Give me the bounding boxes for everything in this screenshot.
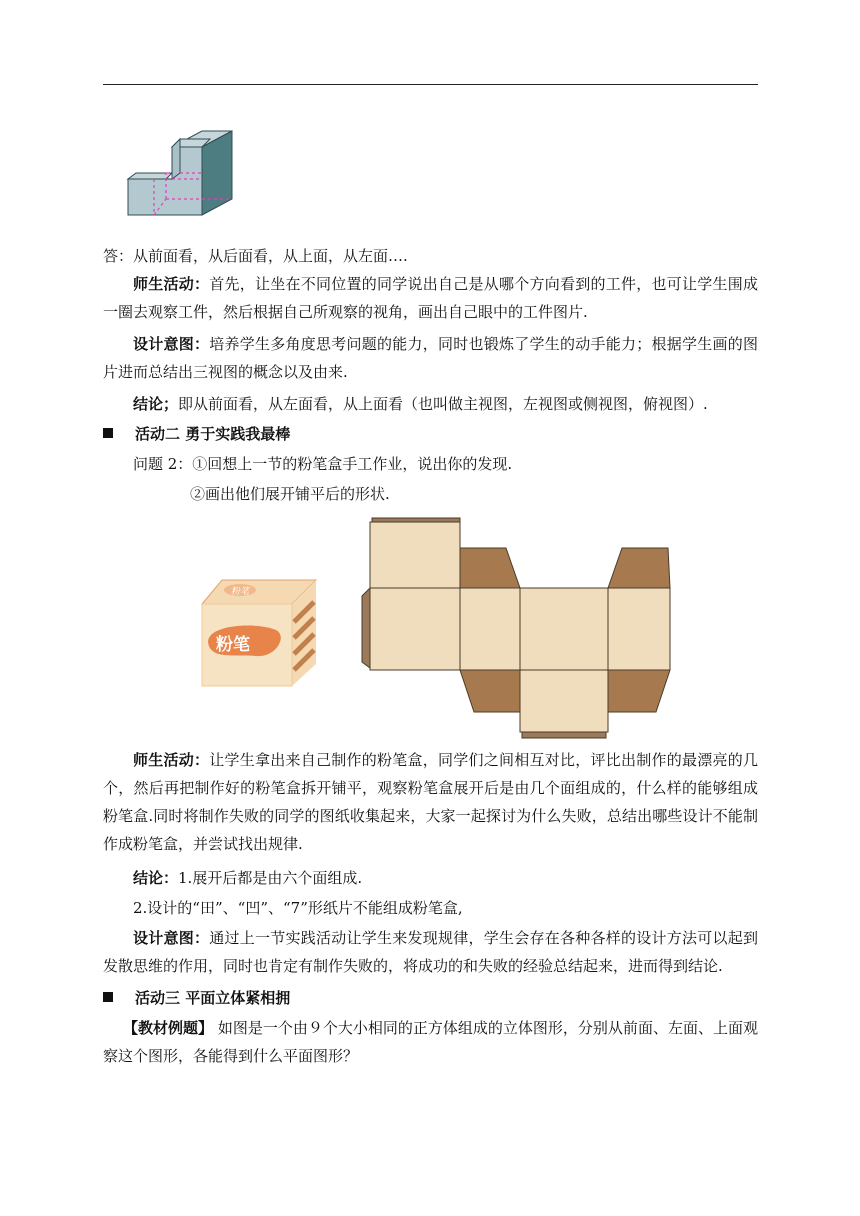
chalk-box-front-label: 粉笔 — [216, 635, 250, 655]
stepped-solid-figure — [126, 129, 236, 217]
conclusion2-label: 结论： — [133, 869, 179, 887]
square-bullet-icon — [103, 992, 113, 1002]
section3-title: 活动三 平面立体紧相拥 — [135, 989, 291, 1007]
activity2-text: 让学生拿出来自己制作的粉笔盒，同学们之间相互对比，评比出制作的最漂亮的几个，然后再把制作好的粉笔盒拆开铺平，观察粉笔盒展开后是由几个面组成的，什么样的能够组成粉笔盒.同时将制作失败的同学的图纸收集起来，大家一起探讨为什么失败，总结出哪些设计不能制作成粉笔盒，并尝试找出规律. — [103, 751, 758, 853]
intent2-text: 通过上一节实践活动让学生来发现规律，学生会存在各种各样的设计方法可以起到发散思维的作用，同时也肯定有制作失败的，将成功的和失败的经验总结起来，进而得到结论. — [103, 929, 758, 975]
conclusion2-line1 — [103, 864, 758, 892]
activity2-label: 师生活动： — [133, 751, 210, 769]
activity2-paragraph — [103, 746, 758, 858]
chalk-box-top-label: 粉笔 — [231, 587, 250, 597]
answer-text: 答：从前面看，从后面看，从上面，从左面…. — [103, 247, 408, 265]
section2-heading — [103, 420, 290, 448]
intent1-label: 设计意图： — [133, 335, 210, 353]
intent1-text: 培养学生多角度思考问题的能力，同时也锻炼了学生的动手能力；根据学生画的图片进而总结出三视图的概念以及由来. — [103, 335, 758, 381]
intent1-paragraph — [103, 330, 758, 386]
square-bullet-icon — [103, 428, 113, 438]
example-paragraph — [103, 1014, 758, 1070]
activity1-paragraph — [103, 270, 758, 326]
box-net-figure — [360, 516, 672, 742]
chalk-box-figure — [198, 576, 318, 688]
example-label: 【教材例题】 — [123, 1019, 214, 1037]
conclusion2-item1: 1.展开后都是由六个面组成. — [178, 869, 363, 887]
activity1-label: 师生活动： — [133, 275, 210, 293]
conclusion1-paragraph — [103, 390, 758, 418]
question2-line1: 问题 2：①回想上一节的粉笔盒手工作业，说出你的发现. — [133, 455, 513, 473]
section2-title: 活动二 勇于实践我最棒 — [135, 425, 291, 443]
conclusion1-text: 即从前面看，从左面看，从上面看（也叫做主视图，左视图或侧视图，俯视图）. — [178, 395, 708, 413]
header-rule — [103, 84, 758, 85]
activity1-text: 首先，让坐在不同位置的同学说出自己是从哪个方向看到的工件，也可让学生围成一圈去观察工件，然后根据自己所观察的视角，画出自己眼中的工件图片. — [103, 275, 758, 321]
intent2-paragraph — [103, 924, 758, 980]
section3-heading — [103, 984, 290, 1012]
intent2-label: 设计意图： — [133, 929, 210, 947]
example-text: 如图是一个由９个大小相同的正方体组成的立体图形，分别从前面、左面、上面观察这个图形，各能得到什么平面图形？ — [103, 1019, 758, 1065]
conclusion2-item2: 2.设计的“田”、“凹”、“7”形纸片不能组成粉笔盒, — [133, 899, 463, 917]
conclusion1-label: 结论； — [133, 395, 179, 413]
question2-line2: ②画出他们展开铺平后的形状. — [190, 485, 390, 503]
